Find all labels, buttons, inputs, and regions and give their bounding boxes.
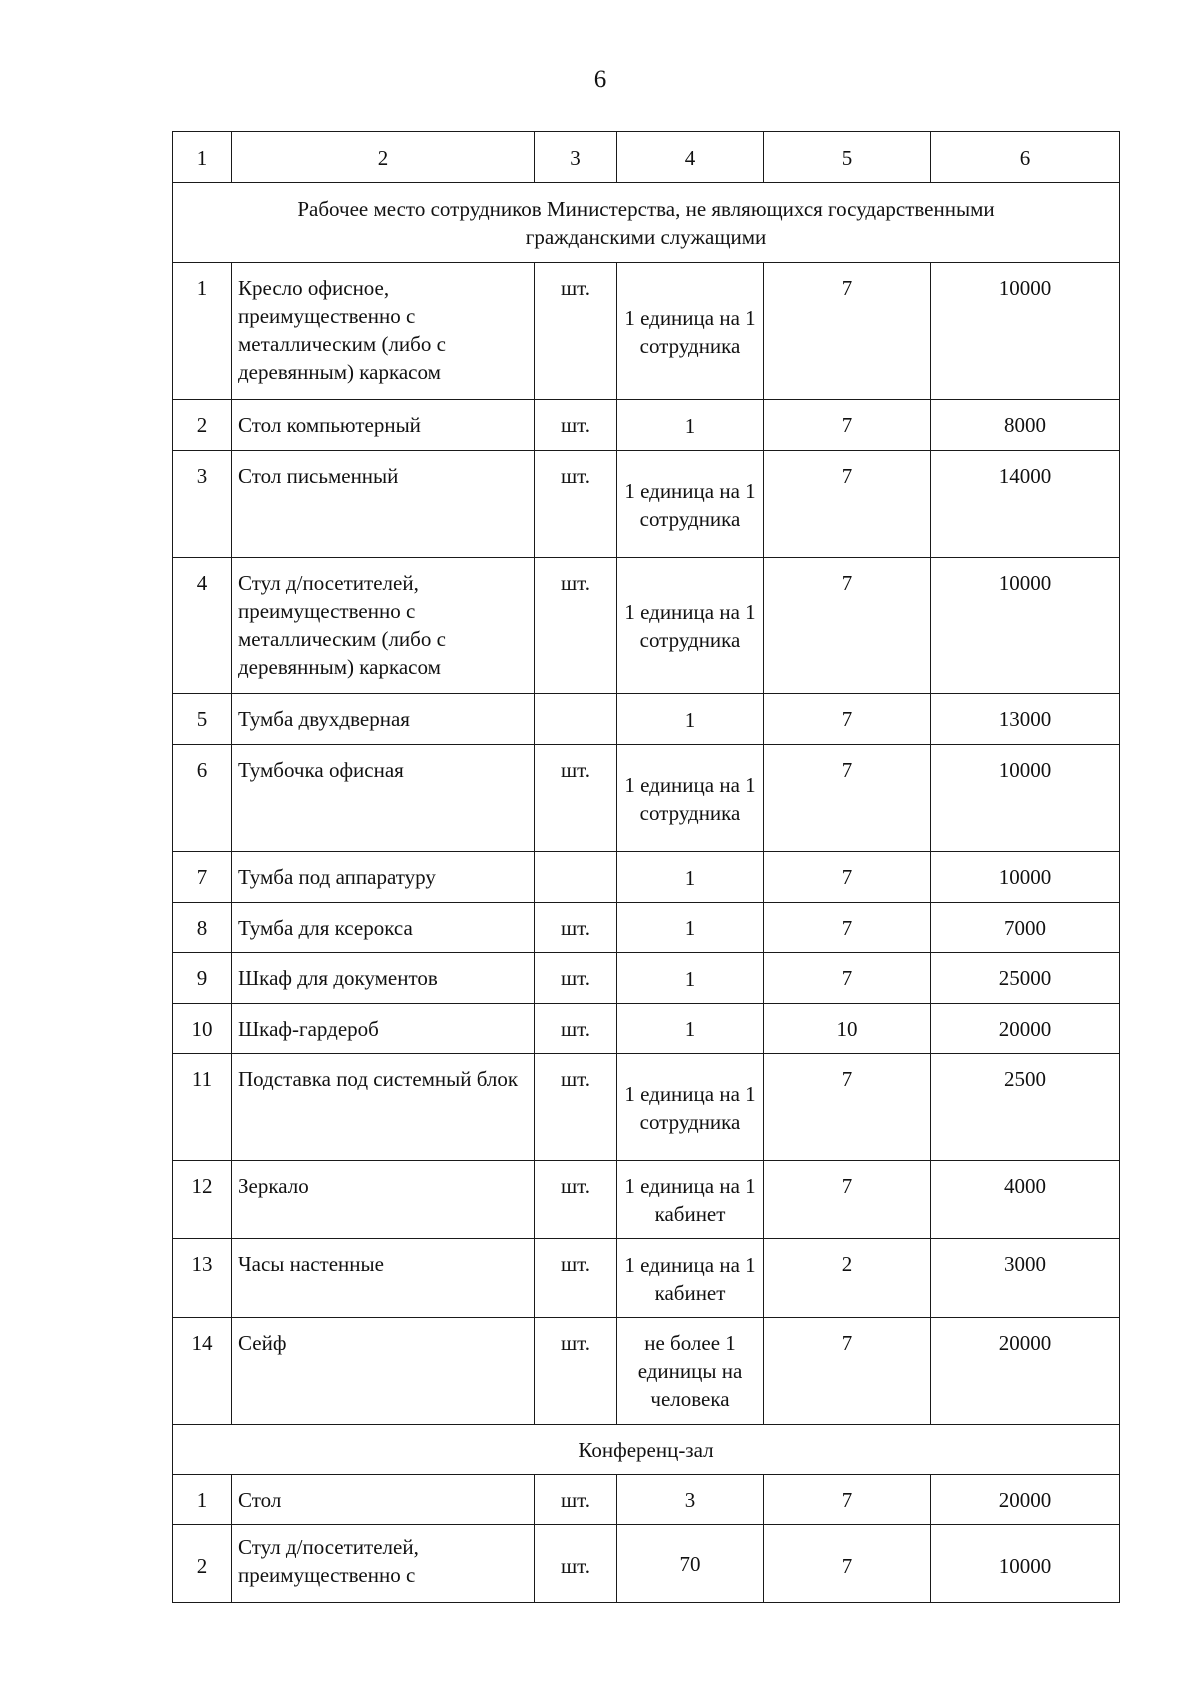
item-term: 7 bbox=[764, 1525, 931, 1603]
item-name: Кресло офисное, преимущественно с металлическим (либо с деревянным) каркасом bbox=[232, 263, 535, 400]
item-price: 8000 bbox=[931, 400, 1120, 451]
item-norm: 1 единица на 1 сотрудника bbox=[617, 745, 764, 852]
header-cell: 2 bbox=[232, 132, 535, 183]
item-name: Стул д/посетителей, преимущественно с bbox=[232, 1525, 535, 1603]
item-name: Тумба под аппаратуру bbox=[232, 852, 535, 903]
table-row bbox=[173, 1475, 1120, 1525]
item-term: 7 bbox=[764, 451, 931, 558]
item-name: Сейф bbox=[232, 1318, 535, 1425]
item-price: 7000 bbox=[931, 903, 1120, 953]
row-number: 6 bbox=[173, 745, 232, 852]
section-title: Конференц-зал bbox=[173, 1425, 1120, 1475]
item-price: 25000 bbox=[931, 953, 1120, 1004]
item-norm: не более 1 единицы на человека bbox=[617, 1318, 764, 1425]
item-name: Стол письменный bbox=[232, 451, 535, 558]
item-norm: 1 единица на 1 кабинет bbox=[617, 1161, 764, 1239]
table-row bbox=[173, 1525, 1120, 1603]
item-unit: шт. bbox=[535, 400, 617, 451]
table-row bbox=[173, 694, 1120, 745]
item-price: 10000 bbox=[931, 745, 1120, 852]
item-price: 10000 bbox=[931, 852, 1120, 903]
item-name: Стол компьютерный bbox=[232, 400, 535, 451]
item-term: 7 bbox=[764, 953, 931, 1004]
item-price: 2500 bbox=[931, 1054, 1120, 1161]
row-number: 3 bbox=[173, 451, 232, 558]
item-norm: 1 единица на 1 сотрудника bbox=[617, 451, 764, 558]
table-row bbox=[173, 1161, 1120, 1239]
furniture-norms-table bbox=[172, 131, 1120, 1603]
item-name: Шкаф для документов bbox=[232, 953, 535, 1004]
item-unit: шт. bbox=[535, 1239, 617, 1318]
item-norm: 1 bbox=[617, 400, 764, 451]
item-term: 7 bbox=[764, 263, 931, 400]
table-row bbox=[173, 558, 1120, 694]
item-unit: шт. bbox=[535, 1004, 617, 1054]
item-price: 20000 bbox=[931, 1004, 1120, 1054]
item-name: Тумба двухдверная bbox=[232, 694, 535, 745]
header-cell: 3 bbox=[535, 132, 617, 183]
row-number: 8 bbox=[173, 903, 232, 953]
header-cell: 1 bbox=[173, 132, 232, 183]
row-number: 5 bbox=[173, 694, 232, 745]
table-row bbox=[173, 903, 1120, 953]
row-number: 2 bbox=[173, 400, 232, 451]
table-row bbox=[173, 1004, 1120, 1054]
item-unit: шт. bbox=[535, 558, 617, 694]
table-row bbox=[173, 745, 1120, 852]
item-unit: шт. bbox=[535, 953, 617, 1004]
item-norm: 1 bbox=[617, 953, 764, 1004]
row-number: 7 bbox=[173, 852, 232, 903]
item-norm: 1 bbox=[617, 1004, 764, 1054]
table-row bbox=[173, 1054, 1120, 1161]
section-title: Рабочее место сотрудников Министерства, не являющихся государственными гражданскими служащими bbox=[173, 183, 1120, 263]
item-name: Подставка под системный блок bbox=[232, 1054, 535, 1161]
item-unit: шт. bbox=[535, 263, 617, 400]
item-price: 3000 bbox=[931, 1239, 1120, 1318]
item-unit bbox=[535, 694, 617, 745]
row-number: 12 bbox=[173, 1161, 232, 1239]
row-number: 14 bbox=[173, 1318, 232, 1425]
item-unit bbox=[535, 852, 617, 903]
row-number: 4 bbox=[173, 558, 232, 694]
item-norm: 1 единица на 1 сотрудника bbox=[617, 263, 764, 400]
item-name: Стол bbox=[232, 1475, 535, 1525]
table-row bbox=[173, 451, 1120, 558]
item-price: 10000 bbox=[931, 558, 1120, 694]
item-norm: 70 bbox=[617, 1525, 764, 1603]
item-name: Стул д/посетителей, преимущественно с металлическим (либо с деревянным) каркасом bbox=[232, 558, 535, 694]
item-norm: 1 единица на 1 сотрудника bbox=[617, 558, 764, 694]
item-unit: шт. bbox=[535, 1318, 617, 1425]
section-header-row bbox=[173, 1425, 1120, 1475]
item-term: 7 bbox=[764, 1318, 931, 1425]
header-cell: 4 bbox=[617, 132, 764, 183]
item-unit: шт. bbox=[535, 451, 617, 558]
table-row bbox=[173, 400, 1120, 451]
item-norm: 1 bbox=[617, 694, 764, 745]
item-term: 7 bbox=[764, 400, 931, 451]
item-price: 13000 bbox=[931, 694, 1120, 745]
item-norm: 1 единица на 1 кабинет bbox=[617, 1239, 764, 1318]
row-number: 9 bbox=[173, 953, 232, 1004]
row-number: 10 bbox=[173, 1004, 232, 1054]
table-row bbox=[173, 1239, 1120, 1318]
table-row bbox=[173, 263, 1120, 400]
item-price: 20000 bbox=[931, 1318, 1120, 1425]
table-row bbox=[173, 953, 1120, 1004]
row-number: 1 bbox=[173, 263, 232, 400]
item-price: 10000 bbox=[931, 1525, 1120, 1603]
page-number: 6 bbox=[593, 66, 607, 93]
item-unit: шт. bbox=[535, 1475, 617, 1525]
item-unit: шт. bbox=[535, 903, 617, 953]
item-norm: 1 bbox=[617, 903, 764, 953]
table-row bbox=[173, 852, 1120, 903]
item-term: 7 bbox=[764, 1161, 931, 1239]
item-term: 7 bbox=[764, 745, 931, 852]
item-term: 7 bbox=[764, 1054, 931, 1161]
item-norm: 1 bbox=[617, 852, 764, 903]
item-price: 4000 bbox=[931, 1161, 1120, 1239]
item-name: Тумба для ксерокса bbox=[232, 903, 535, 953]
table-row bbox=[173, 1318, 1120, 1425]
item-term: 7 bbox=[764, 1475, 931, 1525]
header-cell: 5 bbox=[764, 132, 931, 183]
item-term: 7 bbox=[764, 903, 931, 953]
item-term: 7 bbox=[764, 558, 931, 694]
row-number: 13 bbox=[173, 1239, 232, 1318]
item-norm: 3 bbox=[617, 1475, 764, 1525]
item-name: Часы настенные bbox=[232, 1239, 535, 1318]
header-cell: 6 bbox=[931, 132, 1120, 183]
item-price: 10000 bbox=[931, 263, 1120, 400]
item-term: 10 bbox=[764, 1004, 931, 1054]
item-name: Тумбочка офисная bbox=[232, 745, 535, 852]
row-number: 1 bbox=[173, 1475, 232, 1525]
item-unit: шт. bbox=[535, 745, 617, 852]
row-number: 2 bbox=[173, 1525, 232, 1603]
item-name: Шкаф-гардероб bbox=[232, 1004, 535, 1054]
item-term: 7 bbox=[764, 694, 931, 745]
item-price: 20000 bbox=[931, 1475, 1120, 1525]
item-unit: шт. bbox=[535, 1161, 617, 1239]
section-header-row bbox=[173, 183, 1120, 263]
item-term: 2 bbox=[764, 1239, 931, 1318]
row-number: 11 bbox=[173, 1054, 232, 1161]
item-term: 7 bbox=[764, 852, 931, 903]
item-unit: шт. bbox=[535, 1054, 617, 1161]
item-price: 14000 bbox=[931, 451, 1120, 558]
table-header-row bbox=[173, 132, 1120, 183]
item-norm: 1 единица на 1 сотрудника bbox=[617, 1054, 764, 1161]
item-name: Зеркало bbox=[232, 1161, 535, 1239]
item-unit: шт. bbox=[535, 1525, 617, 1603]
